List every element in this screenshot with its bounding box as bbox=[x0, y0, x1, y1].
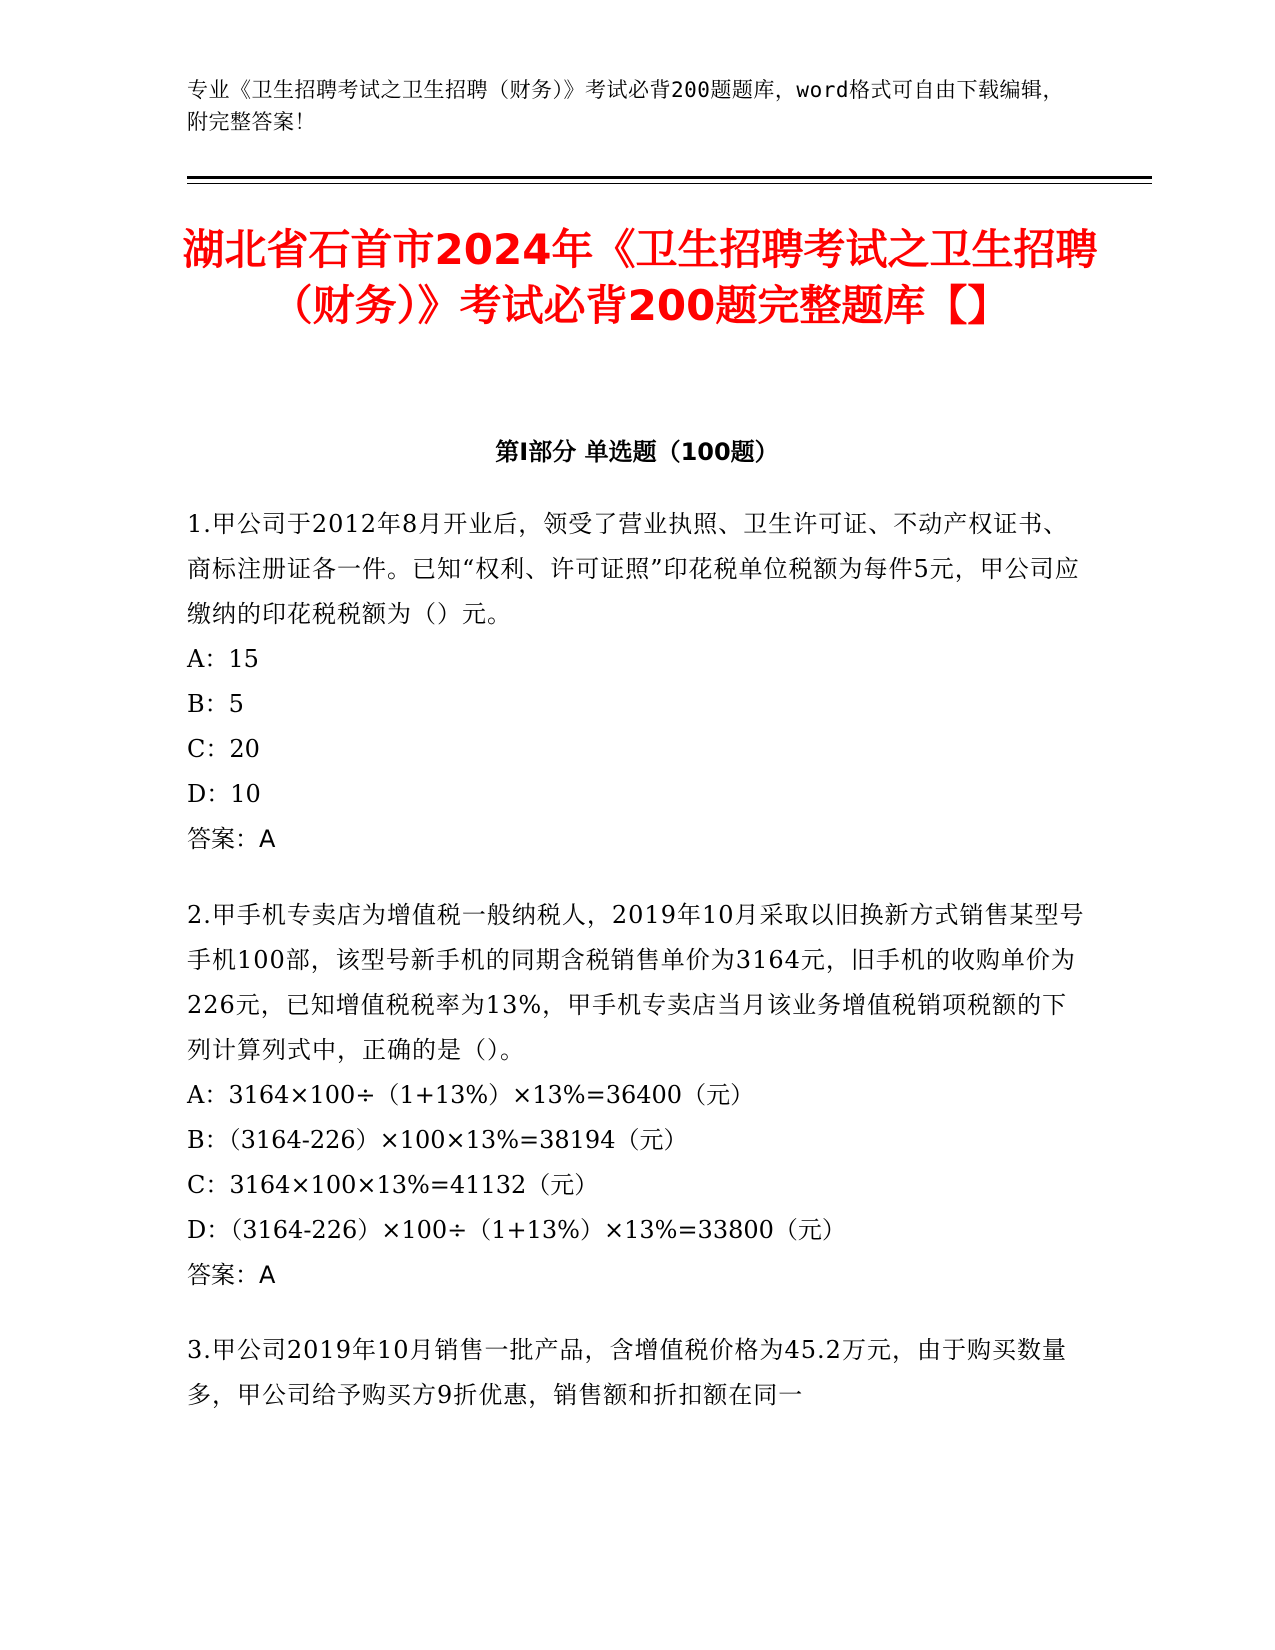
answer: 答案：A bbox=[187, 1261, 276, 1289]
question-2 bbox=[187, 893, 1087, 1298]
question-stem: 1.甲公司于2012年8月开业后，领受了营业执照、卫生许可证、不动产权证书、商标注册证各一件。已知“权利、许可证照”印花税单位税额为每件5元，甲公司应缴纳的印花税税额为（）元。 bbox=[187, 510, 1080, 628]
section-title: 第I部分 单选题（100题） bbox=[495, 438, 779, 466]
option-a: A：3164×100÷（1+13%）×13%=36400（元） bbox=[187, 1081, 755, 1109]
header-note: 专业《卫生招聘考试之卫生招聘（财务）》考试必背200题题库，word格式可自由下载编辑，附完整答案！ bbox=[187, 78, 1064, 134]
question-stem: 2.甲手机专卖店为增值税一般纳税人，2019年10月采取以旧换新方式销售某型号手机100部，该型号新手机的同期含税销售单价为3164元，旧手机的收购单价为226元，已知增值税税率为13%，甲手机专卖店当月该业务增值税销项税额的下列计算列式中，正确的是（）。 bbox=[187, 901, 1085, 1064]
option-d: D：（3164-226）×100÷（1+13%）×13%=33800（元） bbox=[187, 1216, 846, 1244]
option-b: B：（3164-226）×100×13%=38194（元） bbox=[187, 1126, 688, 1154]
answer: 答案：A bbox=[187, 825, 276, 853]
question-1 bbox=[187, 502, 1087, 862]
document-title: 湖北省石首市2024年《卫生招聘考试之卫生招聘（财务）》考试必背200题完整题库【】 bbox=[182, 225, 1098, 330]
header-rule-thin bbox=[187, 183, 1152, 184]
option-d: D：10 bbox=[187, 780, 261, 808]
option-c: C：20 bbox=[187, 735, 260, 763]
option-c: C：3164×100×13%=41132（元） bbox=[187, 1171, 599, 1199]
question-stem: 3.甲公司2019年10月销售一批产品，含增值税价格为45.2万元，由于购买数量多，甲公司给予购买方9折优惠，销售额和折扣额在同一 bbox=[187, 1336, 1067, 1409]
option-a: A：15 bbox=[187, 645, 259, 673]
option-b: B：5 bbox=[187, 690, 244, 718]
header-rule-thick bbox=[187, 176, 1152, 179]
question-3 bbox=[187, 1328, 1087, 1418]
